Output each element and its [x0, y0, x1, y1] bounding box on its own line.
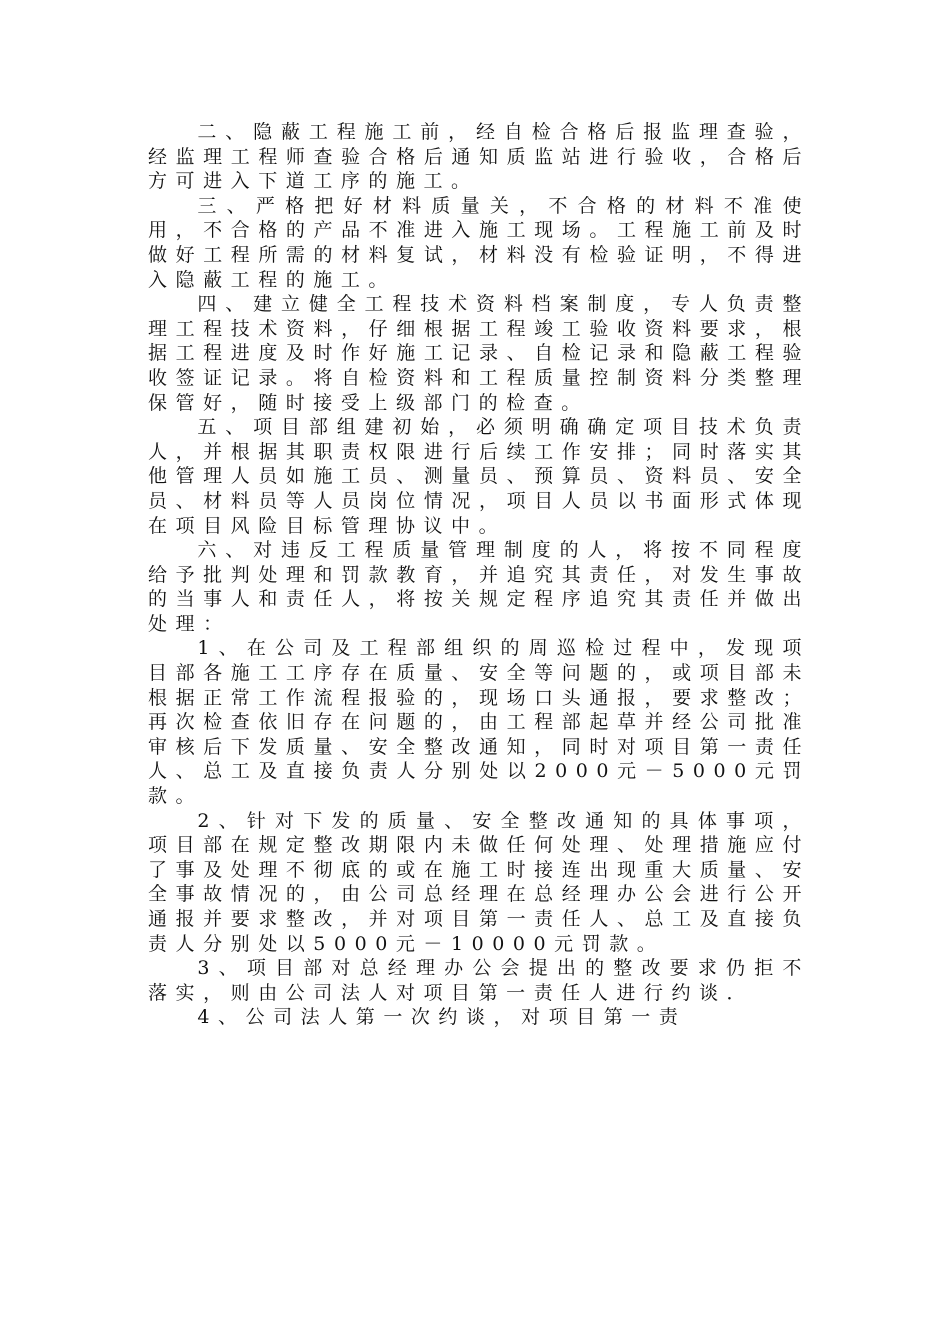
paragraph-concealed-works: 二、隐蔽工程施工前，经自检合格后报监理查验，经监理工程师查验合格后通知质监站进行验收，合格后方可进入下道工序的施工。	[148, 121, 810, 193]
document-body	[148, 120, 810, 1030]
paragraph-item-4: 4、公司法人第一次约谈，对项目第一责	[197, 1006, 687, 1029]
paragraph-violation-penalties: 六、对违反工程质量管理制度的人，将按不同程度给予批判处理和罚款教育，并追究其责任，对发生事故的当事人和责任人，将按关规定程序追究其责任并做出处理：	[148, 539, 810, 635]
paragraph-item-3: 3、项目部对总经理办公会提出的整改要求仍拒不落实，则由公司法人对项目第一责任人进行约谈．	[148, 957, 810, 1004]
paragraph-project-staffing: 五、项目部组建初始，必须明确确定项目技术负责人，并根据其职责权限进行后续工作安排；同时落实其他管理人员如施工员、测量员、预算员、资料员、安全员、材料员等人员岗位情况，项目人员以书面形式体现在项目风险目标管理协议中。	[148, 416, 810, 537]
paragraph-item-2: 2、针对下发的质量、安全整改通知的具体事项，项目部在规定整改期限内未做任何处理、处理措施应付了事及处理不彻底的或在施工时接连出现重大质量、安全事故情况的，由公司总经理在总经理办公会进行公开通报并要求整改，并对项目第一责任人、总工及直接负责人分别处以5000元－10000元罚款。	[148, 809, 810, 955]
paragraph-technical-archives: 四、建立健全工程技术资料档案制度，专人负责整理工程技术资料，仔细根据工程竣工验收资料要求，根据工程进度及时作好施工记录、自检记录和隐蔽工程验收签证记录。将自检资料和工程质量控制资料分类整理保管好，随时接受上级部门的检查。	[148, 293, 810, 414]
paragraph-material-quality: 三、严格把好材料质量关，不合格的材料不准使用，不合格的产品不准进入施工现场。工程施工前及时做好工程所需的材料复试，材料没有检验证明，不得进入隐蔽工程的施工。	[148, 194, 810, 291]
paragraph-item-1: 1、在公司及工程部组织的周巡检过程中，发现项目部各施工工序存在质量、安全等问题的，或项目部未根据正常工作流程报验的，现场口头通报，要求整改；再次检查依旧存在问题的，由工程部起草并经公司批准审核后下发质量、安全整改通知，同时对项目第一责任人、总工及直接负责人分别处以2000元－5000元罚款。	[148, 637, 810, 808]
